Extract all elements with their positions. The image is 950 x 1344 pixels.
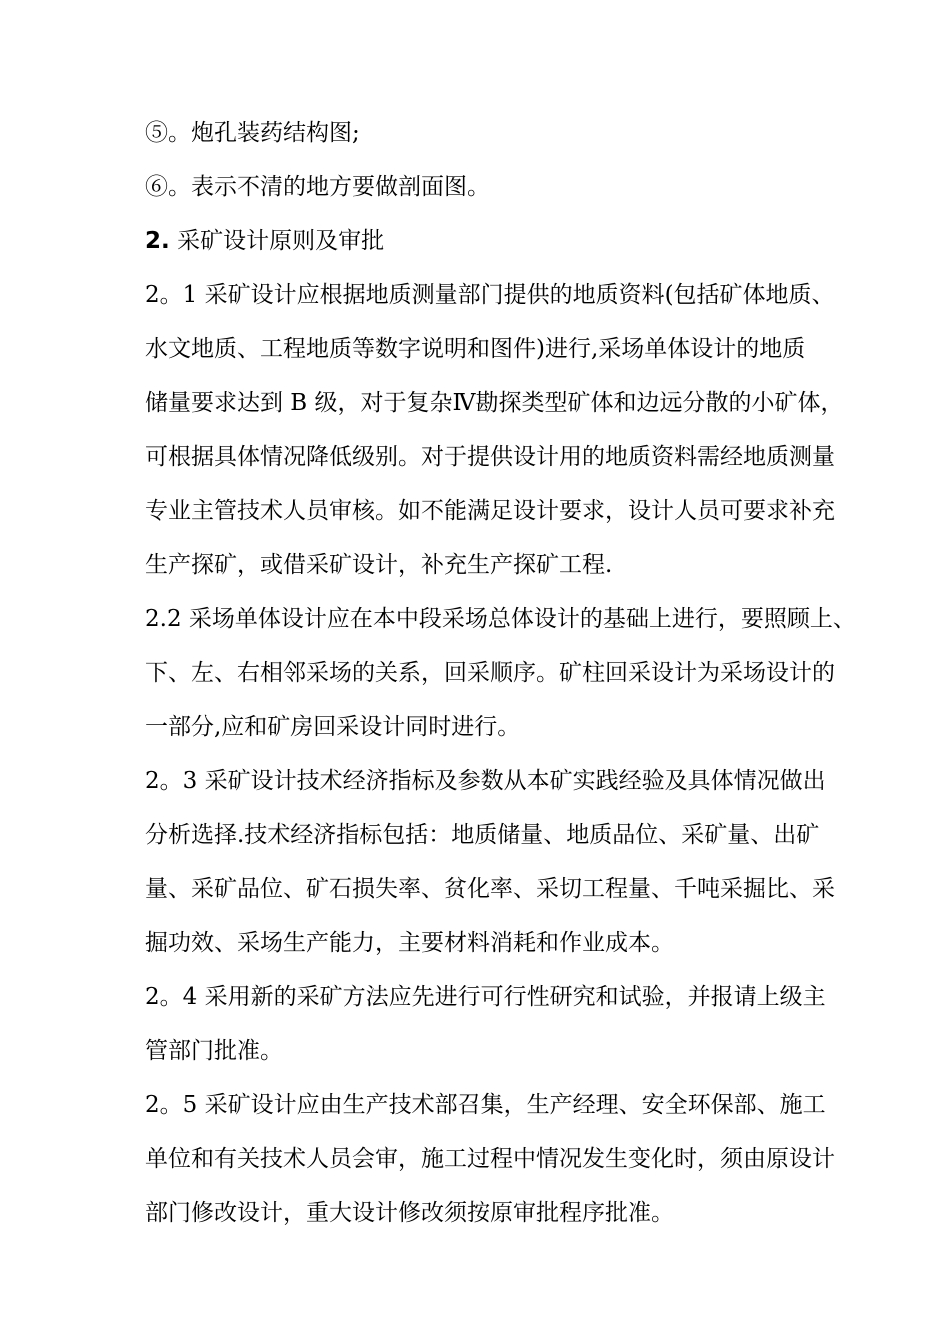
paragraph-2-2 [145,600,856,762]
paragraph-2-5 [145,1086,835,1248]
document-body [145,114,856,1248]
paragraph-line: 一部分,应和矿房回采设计同时进行。 [145,714,521,740]
paragraph-line: 专业主管技术人员审核。如不能满足设计要求，设计人员可要求补充 [145,498,835,524]
paragraph-line: 储量要求达到 B 级，对于复杂Ⅳ勘探类型矿体和边远分散的小矿体， [145,390,844,416]
paragraph-line: 2。1 采矿设计应根据地质测量部门提供的地质资料(包括矿体地质、 [145,282,835,308]
paragraph-2-3 [145,762,835,978]
paragraph-2-4 [145,978,826,1086]
paragraph-line: 量、采矿品位、矿石损失率、贫化率、采切工程量、千吨采掘比、采 [145,876,835,902]
paragraph-line: 水文地质、工程地质等数字说明和图件)进行,采场单体设计的地质 [145,336,806,362]
paragraph-line: 掘功效、采场生产能力，主要材料消耗和作业成本。 [145,930,674,956]
section-title: 采矿设计原则及审批 [177,228,385,254]
section-number: 2. [145,228,170,254]
paragraph-line: 2.2 采场单体设计应在本中段采场总体设计的基础上进行，要照顾上、 [145,606,856,632]
list-item-6: ⑥。表示不清的地方要做剖面图。 [145,174,490,200]
paragraph-line: 生产探矿，或借采矿设计，补充生产探矿工程. [145,552,613,578]
paragraph-line: 下、左、右相邻采场的关系，回采顺序。矿柱回采设计为采场设计的 [145,660,835,686]
section-heading [145,222,810,276]
paragraph-line: 2。3 采矿设计技术经济指标及参数从本矿实践经验及具体情况做出 [145,768,826,794]
paragraph-line: 分析选择.技术经济指标包括：地质储量、地质品位、采矿量、出矿 [145,822,820,848]
paragraph-line: 2。4 采用新的采矿方法应先进行可行性研究和试验，并报请上级主 [145,984,826,1010]
paragraph-line: 管部门批准。 [145,1038,283,1064]
paragraph-line: 部门修改设计，重大设计修改须按原审批程序批准。 [145,1200,674,1226]
paragraph-2-1 [145,276,844,600]
list-item-5: ⑤。炮孔装药结构图; [145,120,360,146]
paragraph-line: 单位和有关技术人员会审，施工过程中情况发生变化时，须由原设计 [145,1146,835,1172]
paragraph-line: 2。5 采矿设计应由生产技术部召集，生产经理、安全环保部、施工 [145,1092,826,1118]
paragraph-line: 可根据具体情况降低级别。对于提供设计用的地质资料需经地质测量 [145,444,835,470]
